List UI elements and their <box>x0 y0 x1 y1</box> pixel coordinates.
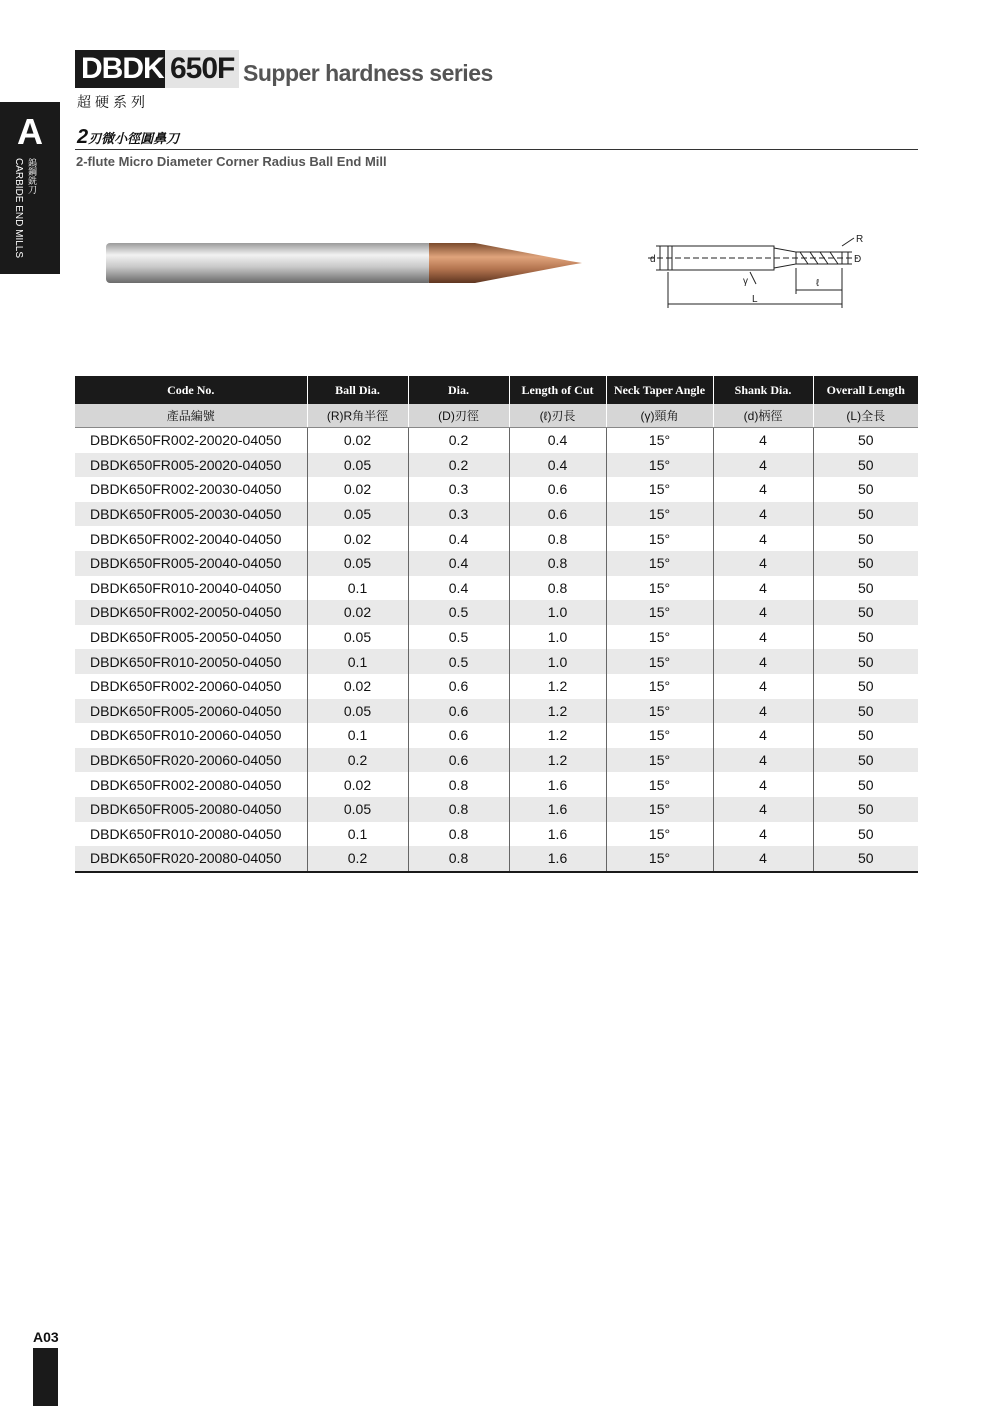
cell-dia: 0.6 <box>408 723 509 748</box>
cell-dia: 0.3 <box>408 502 509 527</box>
table-row <box>75 625 918 650</box>
table-row <box>75 551 918 576</box>
table-row <box>75 772 918 797</box>
cell-neck-taper-angle: 15° <box>606 723 713 748</box>
cell-dia: 0.8 <box>408 797 509 822</box>
section-label-en: CARBIDE END MILLS <box>13 158 24 259</box>
table-row <box>75 846 918 872</box>
cell-overall-length: 50 <box>857 481 874 498</box>
col-header-dia: Dia. <box>408 376 509 404</box>
cell-length-of-cut: 0.8 <box>509 526 606 551</box>
end-mill-photo <box>104 240 584 286</box>
table-row <box>75 600 918 625</box>
cell-dia: 0.4 <box>408 576 509 601</box>
cell-code: DBDK650FR002-20080-04050 <box>75 772 307 797</box>
cell-ball-dia: 0.1 <box>307 649 408 674</box>
cell-ball-dia: 0.2 <box>307 748 408 773</box>
col-header-cn-length-of-cut: (ℓ)刃長 <box>509 404 606 428</box>
cell-overall-length: 50 <box>857 530 874 547</box>
cell-length-of-cut: 1.2 <box>509 699 606 724</box>
series-title: Supper hardness series <box>243 60 493 86</box>
cell-code: DBDK650FR005-20050-04050 <box>75 625 307 650</box>
table-row <box>75 723 918 748</box>
cell-neck-taper-angle: 15° <box>606 502 713 527</box>
cell-neck-taper-angle: 15° <box>606 772 713 797</box>
table-row <box>75 674 918 699</box>
table-row <box>75 428 918 453</box>
cell-shank-dia: 4 <box>713 502 813 527</box>
cell-shank-dia: 4 <box>713 797 813 822</box>
table-row <box>75 477 918 502</box>
cell-overall-length: 50 <box>813 748 918 773</box>
cell-ball-dia: 0.02 <box>307 600 408 625</box>
cell-code: DBDK650FR005-20030-04050 <box>75 502 307 527</box>
cell-dia: 0.5 <box>408 649 509 674</box>
cell-neck-taper-angle: 15° <box>606 748 713 773</box>
col-header-cn-neck-taper-angle: (γ)頸角 <box>606 404 713 428</box>
cell-dia: 0.6 <box>408 748 509 773</box>
cell-overall-length: 50 <box>813 502 918 527</box>
brand-model: 650F <box>165 50 239 88</box>
product-title-cn-text: 刃微小徑圓鼻刀 <box>88 131 180 146</box>
cell-neck-taper-angle: 15° <box>606 822 713 847</box>
col-header-ball-dia: Ball Dia. <box>307 376 408 404</box>
cell-shank-dia: 4 <box>713 772 813 797</box>
cell-neck-taper-angle: 15° <box>606 846 713 872</box>
cell-neck-taper-angle: 15° <box>606 428 713 453</box>
cell-code: DBDK650FR020-20080-04050 <box>75 846 307 872</box>
col-header-length-of-cut: Length of Cut <box>509 376 606 404</box>
cell-length-of-cut: 1.0 <box>509 625 606 650</box>
cell-overall-length: 50 <box>857 727 874 744</box>
col-header-neck-taper-angle: Neck Taper Angle <box>606 376 713 404</box>
cell-neck-taper-angle: 15° <box>606 576 713 601</box>
col-header-shank-dia: Shank Dia. <box>713 376 813 404</box>
cell-neck-taper-angle: 15° <box>606 649 713 674</box>
cell-length-of-cut: 0.8 <box>509 551 606 576</box>
cell-ball-dia: 0.02 <box>307 674 408 699</box>
cell-code: DBDK650FR010-20050-04050 <box>75 649 307 674</box>
title-divider <box>75 149 918 150</box>
cell-neck-taper-angle: 15° <box>606 600 713 625</box>
cell-overall-length: 50 <box>857 629 874 646</box>
cell-overall-length: 50 <box>813 797 918 822</box>
section-letter: A <box>17 111 43 152</box>
cell-length-of-cut: 1.2 <box>509 674 606 699</box>
cell-overall-length: 50 <box>857 579 874 596</box>
label-L: L <box>752 294 758 305</box>
cell-overall-length: 50 <box>813 453 918 478</box>
cell-length-of-cut: 1.6 <box>509 822 606 847</box>
cell-neck-taper-angle: 15° <box>606 551 713 576</box>
table-row <box>75 502 918 527</box>
cell-neck-taper-angle: 15° <box>606 674 713 699</box>
taper-tip <box>475 243 582 283</box>
brand-name: DBDK <box>75 50 170 88</box>
cell-dia: 0.2 <box>408 453 509 478</box>
cell-code: DBDK650FR010-20060-04050 <box>75 723 307 748</box>
page-number: A03 <box>33 1329 59 1345</box>
col-header-cn-shank-dia: (d)柄徑 <box>713 404 813 428</box>
col-header-cn-overall-length: (L)全長 <box>813 404 918 428</box>
cell-dia: 0.8 <box>408 772 509 797</box>
cell-shank-dia: 4 <box>713 477 813 502</box>
table-row <box>75 797 918 822</box>
coated-neck <box>429 243 475 283</box>
cell-dia: 0.2 <box>408 428 509 453</box>
table-row <box>75 576 918 601</box>
shank-body <box>106 243 432 283</box>
table-row <box>75 526 918 551</box>
cell-length-of-cut: 1.2 <box>509 723 606 748</box>
cell-code: DBDK650FR002-20060-04050 <box>75 674 307 699</box>
specification-table <box>75 376 918 873</box>
cell-shank-dia: 4 <box>713 674 813 699</box>
section-label-cn: 鎢鋼銑刀 <box>27 158 37 194</box>
cell-shank-dia: 4 <box>713 649 813 674</box>
header-row-en <box>75 376 918 404</box>
cell-ball-dia: 0.02 <box>307 526 408 551</box>
cell-length-of-cut: 0.6 <box>509 477 606 502</box>
cell-length-of-cut: 0.4 <box>509 453 606 478</box>
cell-length-of-cut: 0.4 <box>509 428 606 453</box>
cell-ball-dia: 0.1 <box>307 576 408 601</box>
cell-shank-dia: 4 <box>713 699 813 724</box>
side-section-tab <box>0 102 60 274</box>
cell-overall-length: 50 <box>857 678 874 695</box>
cell-dia: 0.8 <box>408 822 509 847</box>
cell-dia: 0.6 <box>408 699 509 724</box>
label-d: d <box>650 254 656 265</box>
label-gamma: γ <box>743 276 748 287</box>
cell-neck-taper-angle: 15° <box>606 526 713 551</box>
cell-length-of-cut: 1.6 <box>509 772 606 797</box>
cell-dia: 0.8 <box>408 846 509 872</box>
cell-shank-dia: 4 <box>713 748 813 773</box>
col-header-cn-dia: (D)刃徑 <box>408 404 509 428</box>
col-header-overall-length: Overall Length <box>813 376 918 404</box>
table-row <box>75 748 918 773</box>
cell-code: DBDK650FR005-20080-04050 <box>75 797 307 822</box>
cell-shank-dia: 4 <box>713 625 813 650</box>
flute-number: 2 <box>77 126 89 148</box>
cell-neck-taper-angle: 15° <box>606 699 713 724</box>
col-header-cn-code: 產品編號 <box>75 404 307 428</box>
cell-dia: 0.6 <box>408 674 509 699</box>
cell-neck-taper-angle: 15° <box>606 453 713 478</box>
cell-shank-dia: 4 <box>713 453 813 478</box>
table-row <box>75 822 918 847</box>
cell-code: DBDK650FR002-20030-04050 <box>75 477 307 502</box>
cell-length-of-cut: 1.6 <box>509 846 606 872</box>
series-title-cn: 超硬系列 <box>77 94 149 110</box>
cell-dia: 0.4 <box>408 526 509 551</box>
cell-length-of-cut: 1.6 <box>509 797 606 822</box>
cell-ball-dia: 0.02 <box>307 428 408 453</box>
product-title-en: 2-flute Micro Diameter Corner Radius Ball End Mill <box>76 154 387 169</box>
cell-code: DBDK650FR010-20040-04050 <box>75 576 307 601</box>
table-row <box>75 649 918 674</box>
cell-shank-dia: 4 <box>713 551 813 576</box>
cell-length-of-cut: 1.0 <box>509 600 606 625</box>
cell-code: DBDK650FR002-20020-04050 <box>75 428 307 453</box>
header-row-cn <box>75 404 918 428</box>
cell-ball-dia: 0.05 <box>307 453 408 478</box>
cell-code: DBDK650FR002-20040-04050 <box>75 526 307 551</box>
cell-dia: 0.3 <box>408 477 509 502</box>
cell-code: DBDK650FR002-20050-04050 <box>75 600 307 625</box>
col-header-code: Code No. <box>75 376 307 404</box>
cell-overall-length: 50 <box>857 776 874 793</box>
cell-ball-dia: 0.05 <box>307 625 408 650</box>
cell-overall-length: 50 <box>813 600 918 625</box>
cell-ball-dia: 0.05 <box>307 502 408 527</box>
page-marker-bar <box>33 1348 58 1406</box>
cell-ball-dia: 0.05 <box>307 797 408 822</box>
cell-neck-taper-angle: 15° <box>606 625 713 650</box>
cell-ball-dia: 0.1 <box>307 723 408 748</box>
table-row <box>75 453 918 478</box>
col-header-cn-ball-dia: (R)R角半徑 <box>307 404 408 428</box>
label-R: R <box>856 234 864 245</box>
cell-overall-length: 50 <box>813 846 918 872</box>
cell-overall-length: 50 <box>813 551 918 576</box>
cell-length-of-cut: 0.6 <box>509 502 606 527</box>
cell-shank-dia: 4 <box>713 723 813 748</box>
cell-code: DBDK650FR005-20040-04050 <box>75 551 307 576</box>
cell-ball-dia: 0.05 <box>307 551 408 576</box>
cell-code: DBDK650FR020-20060-04050 <box>75 748 307 773</box>
cell-ball-dia: 0.05 <box>307 699 408 724</box>
cell-shank-dia: 4 <box>713 526 813 551</box>
cell-neck-taper-angle: 15° <box>606 477 713 502</box>
label-D: D <box>854 254 862 265</box>
cell-ball-dia: 0.02 <box>307 477 408 502</box>
section-label <box>12 158 52 268</box>
cell-neck-taper-angle: 15° <box>606 797 713 822</box>
cell-shank-dia: 4 <box>713 846 813 872</box>
cell-ball-dia: 0.1 <box>307 822 408 847</box>
cell-dia: 0.5 <box>408 600 509 625</box>
table-row <box>75 699 918 724</box>
label-l: ℓ <box>816 278 820 289</box>
cell-dia: 0.5 <box>408 625 509 650</box>
cell-code: DBDK650FR005-20020-04050 <box>75 453 307 478</box>
cell-shank-dia: 4 <box>713 576 813 601</box>
cell-dia: 0.4 <box>408 551 509 576</box>
cell-overall-length: 50 <box>857 825 874 842</box>
product-title-cn <box>77 126 179 149</box>
cell-overall-length: 50 <box>813 699 918 724</box>
cell-shank-dia: 4 <box>713 600 813 625</box>
cell-length-of-cut: 0.8 <box>509 576 606 601</box>
cell-length-of-cut: 1.2 <box>509 748 606 773</box>
cell-code: DBDK650FR005-20060-04050 <box>75 699 307 724</box>
cell-overall-length: 50 <box>813 649 918 674</box>
cell-overall-length: 50 <box>857 432 874 449</box>
cell-shank-dia: 4 <box>713 822 813 847</box>
cell-length-of-cut: 1.0 <box>509 649 606 674</box>
cell-ball-dia: 0.2 <box>307 846 408 872</box>
cell-ball-dia: 0.02 <box>307 772 408 797</box>
cell-shank-dia: 4 <box>713 428 813 453</box>
dimension-diagram <box>648 232 878 314</box>
cell-code: DBDK650FR010-20080-04050 <box>75 822 307 847</box>
